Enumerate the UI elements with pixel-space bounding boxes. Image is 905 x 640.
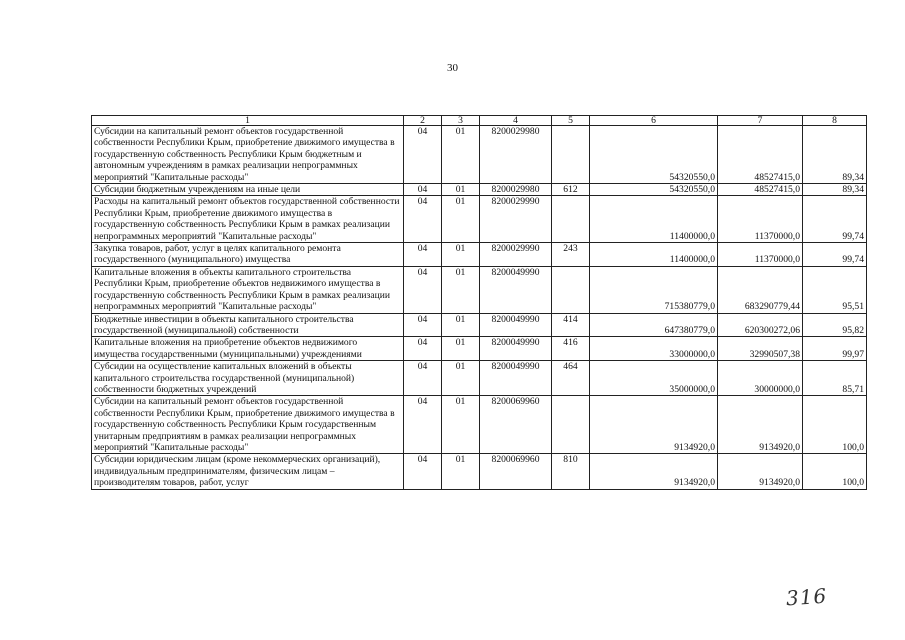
- executed-amount: 48527415,0: [718, 126, 803, 184]
- section-code: 04: [404, 337, 442, 361]
- executed-amount: 9134920,0: [718, 396, 803, 454]
- executed-amount: 48527415,0: [718, 184, 803, 196]
- expense-type-code: [552, 196, 590, 243]
- execution-percent: 89,34: [803, 184, 867, 196]
- execution-percent: 89,34: [803, 126, 867, 184]
- header-cell: 6: [590, 116, 718, 126]
- section-code: 04: [404, 126, 442, 184]
- header-cell: 8: [803, 116, 867, 126]
- planned-amount: 54320550,0: [590, 126, 718, 184]
- executed-amount: 11370000,0: [718, 243, 803, 267]
- planned-amount: 9134920,0: [590, 396, 718, 454]
- page-number: 30: [447, 62, 458, 74]
- section-code: 04: [404, 266, 442, 313]
- section-code: 04: [404, 361, 442, 396]
- expense-description: Субсидии на капитальный ремонт объектов государственной собственности Республики Крым, приобретение движимого имущества в государственную собственность Республики Крым государственным унитарным предприятиям в рамках реализации непрограммных мероприятий "Капитальные расходы": [92, 396, 404, 454]
- budget-table: [91, 115, 867, 490]
- planned-amount: 11400000,0: [590, 243, 718, 267]
- expense-description: Субсидии бюджетным учреждениям на иные цели: [92, 184, 404, 196]
- table-row: [92, 454, 867, 489]
- header-cell: 1: [92, 116, 404, 126]
- header-cell: 3: [442, 116, 480, 126]
- executed-amount: 683290779,44: [718, 266, 803, 313]
- planned-amount: 647380779,0: [590, 313, 718, 337]
- table-row: [92, 361, 867, 396]
- table-row: [92, 196, 867, 243]
- execution-percent: 95,51: [803, 266, 867, 313]
- expense-type-code: 243: [552, 243, 590, 267]
- section-code: 04: [404, 313, 442, 337]
- expense-type-code: 464: [552, 361, 590, 396]
- expense-type-code: 612: [552, 184, 590, 196]
- planned-amount: 33000000,0: [590, 337, 718, 361]
- executed-amount: 32990507,38: [718, 337, 803, 361]
- target-article-code: 8200029980: [480, 126, 552, 184]
- planned-amount: 11400000,0: [590, 196, 718, 243]
- executed-amount: 30000000,0: [718, 361, 803, 396]
- header-cell: 7: [718, 116, 803, 126]
- target-article-code: 8200029990: [480, 196, 552, 243]
- expense-type-code: 416: [552, 337, 590, 361]
- subsection-code: 01: [442, 396, 480, 454]
- executed-amount: 9134920,0: [718, 454, 803, 489]
- section-code: 04: [404, 396, 442, 454]
- planned-amount: 9134920,0: [590, 454, 718, 489]
- expense-description: Бюджетные инвестиции в объекты капитального строительства государственной (муниципальной) собственности: [92, 313, 404, 337]
- expense-description: Закупка товаров, работ, услуг в целях капитального ремонта государственного (муниципального) имущества: [92, 243, 404, 267]
- execution-percent: 99,74: [803, 243, 867, 267]
- execution-percent: 99,74: [803, 196, 867, 243]
- table-row: [92, 266, 867, 313]
- subsection-code: 01: [442, 126, 480, 184]
- target-article-code: 8200049990: [480, 313, 552, 337]
- expense-description: Субсидии юридическим лицам (кроме некоммерческих организаций), индивидуальным предпринимателям, физическим лицам – производителям товаров, работ, услуг: [92, 454, 404, 489]
- planned-amount: 54320550,0: [590, 184, 718, 196]
- section-code: 04: [404, 184, 442, 196]
- executed-amount: 11370000,0: [718, 196, 803, 243]
- subsection-code: 01: [442, 184, 480, 196]
- subsection-code: 01: [442, 337, 480, 361]
- table-header-row: [92, 116, 867, 126]
- expense-type-code: 810: [552, 454, 590, 489]
- handwritten-page-number: 316: [785, 583, 828, 611]
- execution-percent: 95,82: [803, 313, 867, 337]
- expense-type-code: [552, 126, 590, 184]
- subsection-code: 01: [442, 313, 480, 337]
- planned-amount: 35000000,0: [590, 361, 718, 396]
- table-row: [92, 337, 867, 361]
- table-row: [92, 184, 867, 196]
- execution-percent: 100,0: [803, 454, 867, 489]
- table-row: [92, 313, 867, 337]
- subsection-code: 01: [442, 361, 480, 396]
- table-row: [92, 396, 867, 454]
- target-article-code: 8200069960: [480, 454, 552, 489]
- executed-amount: 620300272,06: [718, 313, 803, 337]
- expense-description: Субсидии на капитальный ремонт объектов государственной собственности Республики Крым, приобретение движимого имущества в государственную собственность Республики Крым бюджетным и автономным учреждениям в рамках реализации непрограммных мероприятий "Капитальные расходы": [92, 126, 404, 184]
- section-code: 04: [404, 196, 442, 243]
- expense-description: Расходы на капитальный ремонт объектов государственной собственности Республики Крым, приобретение движимого имущества в государственную собственность Республики Крым в рамках реализации непрограммных мероприятий "Капитальные расходы": [92, 196, 404, 243]
- table-row: [92, 126, 867, 184]
- expense-description: Капитальные вложения в объекты капитального строительства Республики Крым, приобретение объектов недвижимого имущества в государственную собственность Республики Крым в рамках реализации непрограммных мероприятий "Капитальные расходы": [92, 266, 404, 313]
- header-cell: 4: [480, 116, 552, 126]
- expense-type-code: [552, 396, 590, 454]
- execution-percent: 85,71: [803, 361, 867, 396]
- planned-amount: 715380779,0: [590, 266, 718, 313]
- execution-percent: 99,97: [803, 337, 867, 361]
- execution-percent: 100,0: [803, 396, 867, 454]
- header-cell: 2: [404, 116, 442, 126]
- target-article-code: 8200029990: [480, 243, 552, 267]
- expense-type-code: [552, 266, 590, 313]
- subsection-code: 01: [442, 243, 480, 267]
- expense-description: Капитальные вложения на приобретение объектов недвижимого имущества государственными (муниципальными) учреждениями: [92, 337, 404, 361]
- target-article-code: 8200069960: [480, 396, 552, 454]
- target-article-code: 8200049990: [480, 337, 552, 361]
- subsection-code: 01: [442, 196, 480, 243]
- subsection-code: 01: [442, 266, 480, 313]
- expense-type-code: 414: [552, 313, 590, 337]
- target-article-code: 8200049990: [480, 266, 552, 313]
- subsection-code: 01: [442, 454, 480, 489]
- expense-description: Субсидии на осуществление капитальных вложений в объекты капитального строительства государственной (муниципальной) собственности бюджетных учреждений: [92, 361, 404, 396]
- header-cell: 5: [552, 116, 590, 126]
- section-code: 04: [404, 243, 442, 267]
- section-code: 04: [404, 454, 442, 489]
- target-article-code: 8200029980: [480, 184, 552, 196]
- target-article-code: 8200049990: [480, 361, 552, 396]
- table-row: [92, 243, 867, 267]
